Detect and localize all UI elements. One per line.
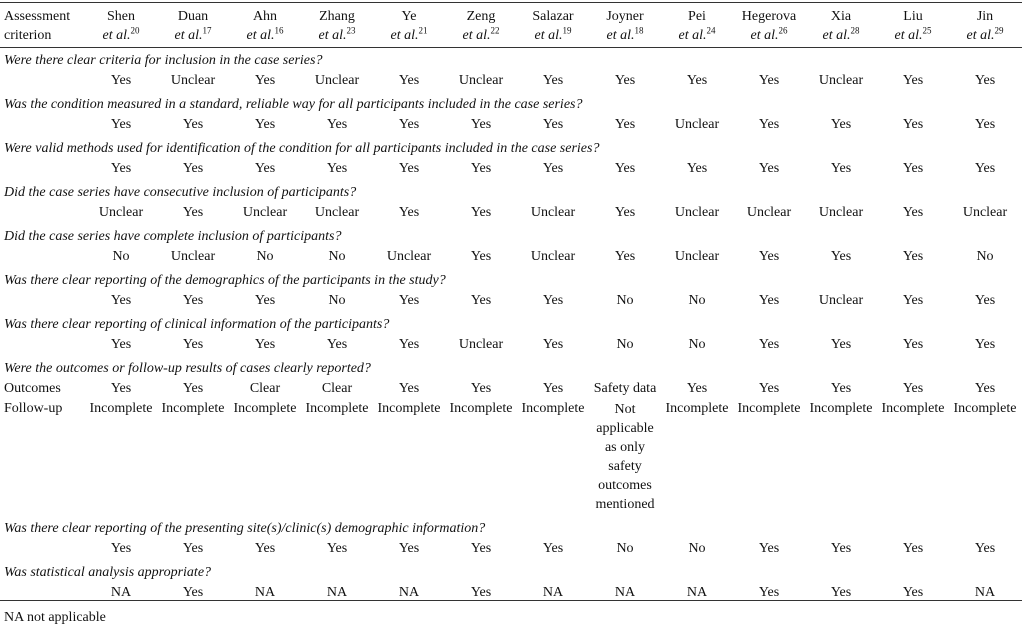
column-author: Joyner <box>606 9 644 24</box>
table-cell: No <box>976 249 994 264</box>
table-cell: Yes <box>398 293 420 308</box>
table-cell: Yes <box>758 541 780 556</box>
column-citation: et al.$^{26}$ <box>750 25 788 43</box>
table-cell: Yes <box>758 337 780 352</box>
column-author: Liu <box>903 9 923 24</box>
table-cell: Unclear <box>530 205 576 220</box>
table-cell: Yes <box>470 541 492 556</box>
table-cell: Yes <box>470 249 492 264</box>
table-cell: No <box>688 293 706 308</box>
table-cell: Safety data <box>593 381 657 396</box>
table-cell: Yes <box>470 161 492 176</box>
table-cell: Yes <box>614 117 636 132</box>
table-cell: Unclear <box>746 205 792 220</box>
table-cell: Unclear <box>314 205 360 220</box>
column-citation: et al.$^{16}$ <box>246 25 284 43</box>
table-cell: Unclear <box>818 293 864 308</box>
criterion-question: Was there clear reporting of clinical information of the participants? <box>4 317 390 332</box>
table-cell: Yes <box>254 337 276 352</box>
table-cell: Yes <box>902 585 924 600</box>
column-citation: et al.$^{20}$ <box>102 25 140 43</box>
table-cell: Yes <box>398 337 420 352</box>
table-cell: Yes <box>542 117 564 132</box>
reference-number: 25 <box>922 25 932 36</box>
table-cell: Yes <box>830 337 852 352</box>
reference-number: 18 <box>634 25 644 36</box>
table-cell: Yes <box>398 73 420 88</box>
table-cell: Yes <box>254 293 276 308</box>
column-citation: et al.$^{17}$ <box>174 25 212 43</box>
column-citation: et al.$^{18}$ <box>606 25 644 43</box>
column-author: Shen <box>107 9 135 24</box>
table-cell: Yes <box>110 293 132 308</box>
table-cell: Unclear <box>242 205 288 220</box>
column-author: Ye <box>401 9 417 24</box>
table-cell: Yes <box>182 293 204 308</box>
table-cell: NA <box>398 585 420 600</box>
column-citation: et al.$^{24}$ <box>678 25 716 43</box>
table-cell: Incomplete <box>377 401 441 416</box>
table-cell: Yes <box>758 249 780 264</box>
column-citation: et al.$^{23}$ <box>318 25 356 43</box>
reference-number: 19 <box>562 25 572 36</box>
table-cell: Yes <box>182 205 204 220</box>
column-citation: et al.$^{28}$ <box>822 25 860 43</box>
table-cell: Yes <box>326 337 348 352</box>
table-cell: Yes <box>902 161 924 176</box>
criterion-question: Was there clear reporting of the demographics of the participants in the study? <box>4 273 446 288</box>
header-line: criterion <box>4 28 52 43</box>
table-cell: Yes <box>902 249 924 264</box>
table-cell: Yes <box>182 161 204 176</box>
table-cell: Unclear <box>170 249 216 264</box>
table-cell: Yes <box>110 337 132 352</box>
column-header <box>589 7 661 45</box>
table-cell: Unclear <box>818 205 864 220</box>
header-line: Assessment <box>4 9 71 24</box>
column-author: Ahn <box>252 9 278 24</box>
reference-number: 29 <box>994 25 1004 36</box>
table-cell: Unclear <box>458 337 504 352</box>
table-cell: No <box>616 337 634 352</box>
column-author: Salazar <box>532 9 574 24</box>
criterion-question: Was statistical analysis appropriate? <box>4 565 212 580</box>
table-cell: NA <box>254 585 276 600</box>
column-citation: et al.$^{25}$ <box>894 25 932 43</box>
table-cell: Unclear <box>674 205 720 220</box>
criterion-question: Were the outcomes or follow-up results of cases clearly reported? <box>4 361 371 376</box>
table-cell: Yes <box>830 249 852 264</box>
column-header <box>229 7 301 45</box>
table-cell: Yes <box>758 381 780 396</box>
table-cell: Yes <box>974 381 996 396</box>
table-cell: Yes <box>542 293 564 308</box>
table-cell: Yes <box>902 381 924 396</box>
criterion-question: Did the case series have complete inclusion of participants? <box>4 229 342 244</box>
table-cell: Yes <box>542 161 564 176</box>
table-cell: Yes <box>326 117 348 132</box>
column-header <box>301 7 373 45</box>
column-author: Pei <box>688 9 706 24</box>
table-cell: Yes <box>182 585 204 600</box>
column-citation: et al.$^{21}$ <box>390 25 428 43</box>
table-cell: Unclear <box>314 73 360 88</box>
column-header <box>661 7 733 45</box>
table-cell: NA <box>326 585 348 600</box>
table-cell: Yes <box>686 381 708 396</box>
table-cell: Unclear <box>674 117 720 132</box>
table-cell: Yes <box>542 337 564 352</box>
reference-number: 26 <box>778 25 788 36</box>
reference-number: 21 <box>418 25 428 36</box>
table-cell: No <box>616 293 634 308</box>
table-cell: Incomplete <box>737 401 801 416</box>
column-header <box>949 7 1021 45</box>
column-header <box>877 7 949 45</box>
table-cell: Yes <box>902 541 924 556</box>
table-cell: Clear <box>321 381 353 396</box>
table-cell: Yes <box>614 161 636 176</box>
column-header <box>733 7 805 45</box>
table-cell: Yes <box>326 161 348 176</box>
criterion-question: Was there clear reporting of the presenting site(s)/clinic(s) demographic information? <box>4 521 486 536</box>
reference-number: 28 <box>850 25 860 36</box>
table-cell: Incomplete <box>89 401 153 416</box>
table-cell: Yes <box>470 381 492 396</box>
table-cell: Yes <box>182 381 204 396</box>
table-cell: Yes <box>974 337 996 352</box>
table-cell: Yes <box>830 381 852 396</box>
column-header <box>157 7 229 45</box>
reference-number: 17 <box>202 25 212 36</box>
reference-number: 20 <box>130 25 140 36</box>
assessment-criterion-header <box>4 7 94 45</box>
table-cell: Yes <box>614 73 636 88</box>
column-header <box>805 7 877 45</box>
criterion-question: Were there clear criteria for inclusion in the case series? <box>4 53 323 68</box>
table-cell: Yes <box>470 293 492 308</box>
table-cell: Unclear <box>818 73 864 88</box>
table-cell: Yes <box>758 117 780 132</box>
table-cell: Yes <box>902 293 924 308</box>
table-cell: Unclear <box>530 249 576 264</box>
table-cell: Yes <box>110 73 132 88</box>
column-header <box>517 7 589 45</box>
table-cell: No <box>688 337 706 352</box>
table-cell: Incomplete <box>881 401 945 416</box>
table-cell: Yes <box>542 381 564 396</box>
table-cell: Unclear <box>962 205 1008 220</box>
table-cell: No <box>688 541 706 556</box>
table-cell: Yes <box>974 117 996 132</box>
table-cell: Unclear <box>458 73 504 88</box>
table-cell: Yes <box>470 117 492 132</box>
table-cell: Yes <box>254 73 276 88</box>
table-cell: Yes <box>398 161 420 176</box>
row-label: Outcomes <box>4 381 61 396</box>
table-cell: Yes <box>470 205 492 220</box>
table-cell: NA <box>614 585 636 600</box>
table-cell: No <box>328 293 346 308</box>
table-cell: Yes <box>830 541 852 556</box>
table-cell: NA <box>110 585 132 600</box>
table-cell: Yes <box>182 541 204 556</box>
table-cell: Incomplete <box>953 401 1017 416</box>
table-cell: Yes <box>902 205 924 220</box>
table-cell: Yes <box>974 293 996 308</box>
footnote: NA not applicable <box>4 610 106 625</box>
column-author: Zeng <box>466 9 496 24</box>
column-header <box>85 7 157 45</box>
table-cell: No <box>328 249 346 264</box>
table-top-rule <box>0 2 1022 3</box>
table-cell: Yes <box>902 73 924 88</box>
reference-number: 24 <box>706 25 716 36</box>
table-cell: Yes <box>830 117 852 132</box>
table-cell: Yes <box>326 541 348 556</box>
table-cell: Yes <box>182 337 204 352</box>
column-author: Xia <box>830 9 852 24</box>
table-cell: NA <box>974 585 996 600</box>
table-cell: Yes <box>110 161 132 176</box>
table-cell: Yes <box>254 541 276 556</box>
table-cell: Yes <box>110 117 132 132</box>
table-cell: NA <box>542 585 564 600</box>
table-cell: Yes <box>542 541 564 556</box>
table-cell: Yes <box>470 585 492 600</box>
table-cell: Yes <box>398 205 420 220</box>
row-label: Follow-up <box>4 401 63 416</box>
table-cell: Incomplete <box>665 401 729 416</box>
table-cell: Incomplete <box>449 401 513 416</box>
table-cell: Incomplete <box>809 401 873 416</box>
table-cell: Yes <box>830 585 852 600</box>
table-cell: Yes <box>974 161 996 176</box>
column-author: Hegerova <box>741 9 797 24</box>
reference-number: 16 <box>274 25 284 36</box>
table-cell: No <box>616 541 634 556</box>
column-citation: et al.$^{29}$ <box>966 25 1004 43</box>
table-cell: Incomplete <box>161 401 225 416</box>
table-cell: Yes <box>254 117 276 132</box>
column-citation: et al.$^{22}$ <box>462 25 500 43</box>
table-cell: Yes <box>254 161 276 176</box>
table-cell: Yes <box>182 117 204 132</box>
table-cell: Yes <box>686 161 708 176</box>
table-cell: Yes <box>758 161 780 176</box>
table-cell: Incomplete <box>305 401 369 416</box>
table-cell: NA <box>686 585 708 600</box>
table-cell: Yes <box>830 161 852 176</box>
column-author: Zhang <box>319 9 355 24</box>
reference-number: 22 <box>490 25 500 36</box>
table-cell: Yes <box>110 381 132 396</box>
criterion-question: Was the condition measured in a standard, reliable way for all participants included in the case series? <box>4 97 583 112</box>
table-cell: Yes <box>398 381 420 396</box>
table-cell: Unclear <box>386 249 432 264</box>
column-header <box>373 7 445 45</box>
column-author: Duan <box>177 9 209 24</box>
table-cell: Yes <box>398 117 420 132</box>
table-cell: Yes <box>398 541 420 556</box>
table-cell: Yes <box>902 117 924 132</box>
criterion-question: Were valid methods used for identification of the condition for all participants included in the case series? <box>4 141 600 156</box>
criterion-question: Did the case series have consecutive inclusion of participants? <box>4 185 357 200</box>
table-cell: Yes <box>614 205 636 220</box>
table-cell: Unclear <box>98 205 144 220</box>
table-cell: Yes <box>758 73 780 88</box>
table-cell: No <box>256 249 274 264</box>
table-cell: Yes <box>758 585 780 600</box>
table-cell: Yes <box>686 73 708 88</box>
table-cell: Yes <box>614 249 636 264</box>
reference-number: 23 <box>346 25 356 36</box>
table-cell: Yes <box>974 541 996 556</box>
table-cell: Clear <box>249 381 281 396</box>
table-cell: Incomplete <box>233 401 297 416</box>
column-header <box>445 7 517 45</box>
table-cell: Yes <box>542 73 564 88</box>
table-cell: Unclear <box>170 73 216 88</box>
table-cell: Yes <box>758 293 780 308</box>
table-cell: No <box>112 249 130 264</box>
column-author: Jin <box>976 9 994 24</box>
table-header-rule <box>0 47 1022 48</box>
table-cell: Unclear <box>674 249 720 264</box>
table-cell: Not applicable as only safety outcomes mentioned <box>595 402 655 512</box>
table-cell: Yes <box>902 337 924 352</box>
column-citation: et al.$^{19}$ <box>534 25 572 43</box>
table-cell: Yes <box>110 541 132 556</box>
table-cell: Yes <box>974 73 996 88</box>
table-cell: Incomplete <box>521 401 585 416</box>
